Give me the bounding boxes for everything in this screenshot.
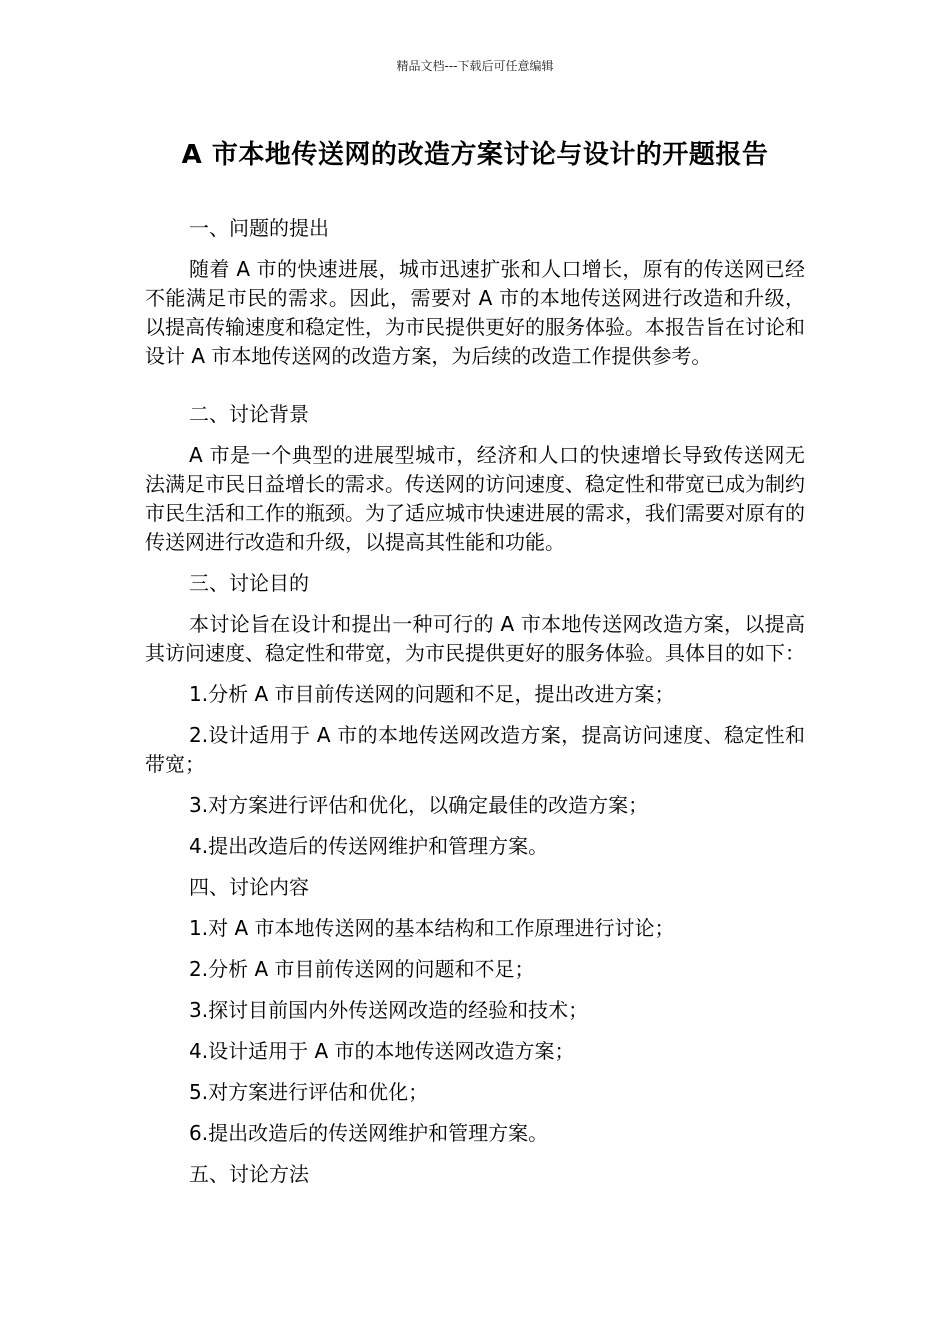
- document-body: [145, 214, 805, 1189]
- section-heading-3: 三、讨论目的: [189, 571, 309, 595]
- section-3-paragraph: 本讨论旨在设计和提出一种可行的 A 市本地传送网改造方案，以提高其访问速度、稳定性和带宽，为市民提供更好的服务体验。具体目的如下：: [145, 612, 805, 665]
- list-item: 5.对方案进行评估和优化；: [189, 1080, 429, 1104]
- document-title: A 市本地传送网的改造方案讨论与设计的开题报告: [181, 140, 769, 170]
- section-heading-4: 四、讨论内容: [189, 875, 309, 899]
- list-item: 6.提出改造后的传送网维护和管理方案。: [189, 1121, 549, 1145]
- section-2-paragraph: A 市是一个典型的进展型城市，经济和人口的快速增长导致传送网无法满足市民日益增长的需求。传送网的访问速度、稳定性和带宽已成为制约市民生活和工作的瓶颈。为了适应城市快速进展的需求，我们需要对原有的传送网进行改造和升级，以提高其性能和功能。: [145, 443, 805, 554]
- list-item: 3.探讨目前国内外传送网改造的经验和技术；: [189, 998, 589, 1022]
- list-item: 4.提出改造后的传送网维护和管理方案。: [189, 834, 549, 858]
- list-item: 1.分析 A 市目前传送网的问题和不足，提出改进方案；: [189, 682, 675, 706]
- list-item: 4.设计适用于 A 市的本地传送网改造方案；: [189, 1039, 575, 1063]
- header-note: 精品文档---下载后可任意编辑: [396, 59, 554, 73]
- section-heading-2: 二、讨论背景: [189, 402, 309, 426]
- section-heading-1: 一、问题的提出: [189, 216, 329, 240]
- section-heading-5: 五、讨论方法: [189, 1162, 309, 1186]
- section-1-paragraph: 随着 A 市的快速进展，城市迅速扩张和人口增长，原有的传送网已经不能满足市民的需求。因此，需要对 A 市的本地传送网进行改造和升级，以提高传输速度和稳定性，为市民提供更好的服务体验。本报告旨在讨论和设计 A 市本地传送网的改造方案，为后续的改造工作提供参考。: [145, 257, 805, 368]
- list-item: 3.对方案进行评估和优化，以确定最佳的改造方案；: [189, 793, 649, 817]
- list-item: 2.设计适用于 A 市的本地传送网改造方案，提高访问速度、稳定性和带宽；: [145, 723, 805, 776]
- list-item: 2.分析 A 市目前传送网的问题和不足；: [189, 957, 535, 981]
- list-item: 1.对 A 市本地传送网的基本结构和工作原理进行讨论；: [189, 916, 675, 940]
